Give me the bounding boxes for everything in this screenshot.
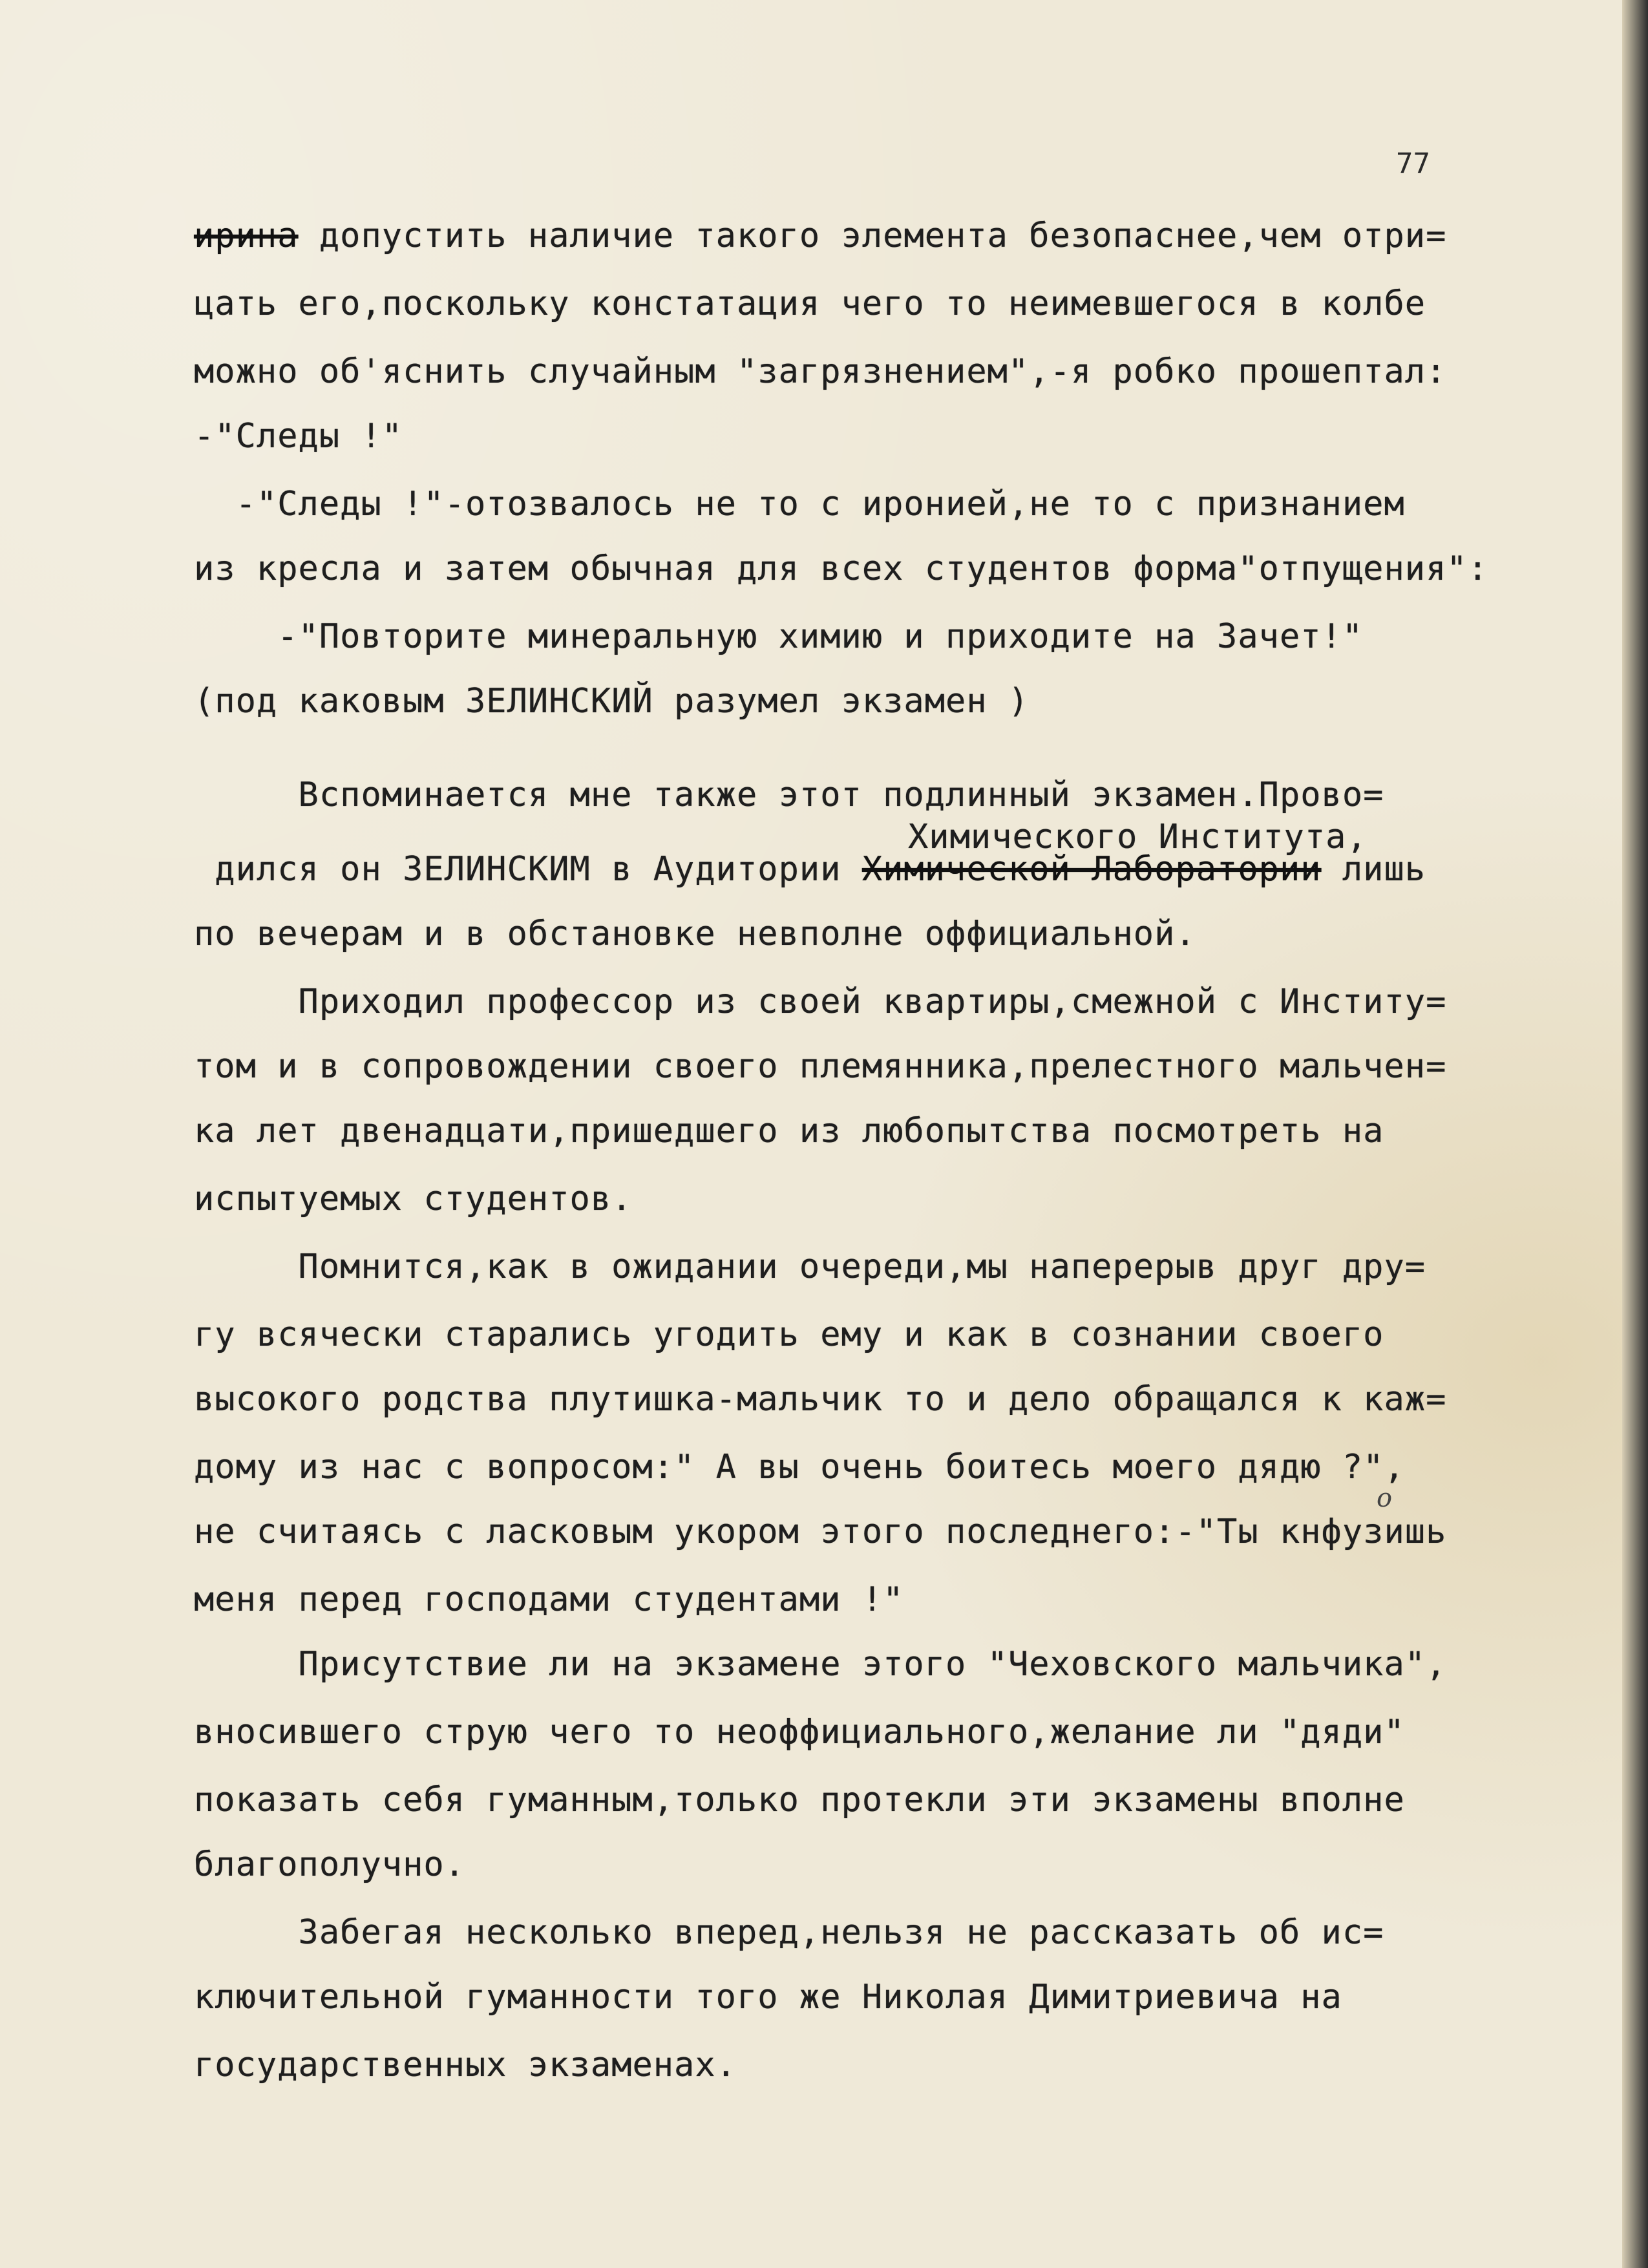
handwritten-correction: о (1377, 1483, 1393, 1513)
text-line: можно об'яснить случайным "загрязнением",-я робко прошептал: (194, 352, 1447, 391)
text-line: ка лет двенадцати,пришедшего из любопытства посмотреть на (194, 1112, 1384, 1150)
text-line: государственных экзаменах. (194, 2046, 737, 2084)
text-line: -"Следы !" (194, 417, 403, 456)
text-line: Присутствие ли на экзамене этого "Чеховского мальчика", (194, 1645, 1447, 1684)
line-text: допустить наличие такого элемента безопаснее,чем отри= (298, 217, 1447, 255)
text-line: испытуемых студентов. (194, 1180, 633, 1218)
text-line: высокого родства плутишка-мальчик то и дело обращался к каж= (194, 1380, 1447, 1419)
page-number: 77 (1396, 147, 1430, 180)
text-line (194, 217, 1446, 255)
page-edge (1622, 0, 1648, 2268)
struck-word: ирина (194, 217, 299, 255)
text-line: том и в сопровождении своего племянника,прелестного мальчен= (194, 1047, 1447, 1086)
text-line: благополучно. (194, 1845, 465, 1884)
text-line: ключительной гуманности того же Николая Димитриевича на (194, 1978, 1342, 2017)
text-line: меня перед господами студентами !" (194, 1580, 904, 1619)
line-text: дился он ЗЕЛИНСКИМ в Аудитории (194, 850, 862, 889)
text-line: цать его,поскольку констатация чего то неимевшегося в колбе (194, 284, 1426, 323)
text-line: Вспоминается мне также этот подлинный экзамен.Прово= (194, 776, 1384, 814)
text-line: из кресла и затем обычная для всех студентов форма"отпущения": (194, 549, 1489, 588)
inserted-text: Химического Института, (908, 818, 1368, 856)
text-line: по вечерам и в обстановке невполне оффициальной. (194, 915, 1196, 953)
text-line: гу всячески старались угодить ему и как в сознании своего (194, 1315, 1384, 1354)
text-line: (под каковым ЗЕЛИНСКИЙ разумел экзамен ) (194, 682, 1030, 721)
text-line: показать себя гуманным,только протекли эти экзамены вполне (194, 1781, 1405, 1819)
text-line: Помнится,как в ожидании очереди,мы наперерыв друг дру= (194, 1247, 1426, 1286)
text-line: дому из нас с вопросом:" А вы очень боитесь моего дядю ?", (194, 1448, 1405, 1487)
struck-phrase: Химической Лаборатории (861, 850, 1322, 889)
text-line (194, 850, 1426, 889)
line-text-after: лишь (1321, 850, 1426, 889)
text-line: -"Повторите минеральную химию и приходите на Зачет!" (194, 617, 1364, 656)
text-line: Приходил профессор из своей квартиры,смежной с Институ= (194, 982, 1447, 1021)
text-line: не считаясь с ласковым укором этого последнего:-"Ты кнфузишь (194, 1512, 1447, 1551)
text-line: Забегая несколько вперед,нельзя не рассказать об ис= (194, 1913, 1384, 1952)
text-line: -"Следы !"-отозвалось не то с иронией,не то с признанием (194, 485, 1405, 524)
text-line: вносившего струю чего то неоффициального,желание ли "дяди" (194, 1713, 1405, 1752)
